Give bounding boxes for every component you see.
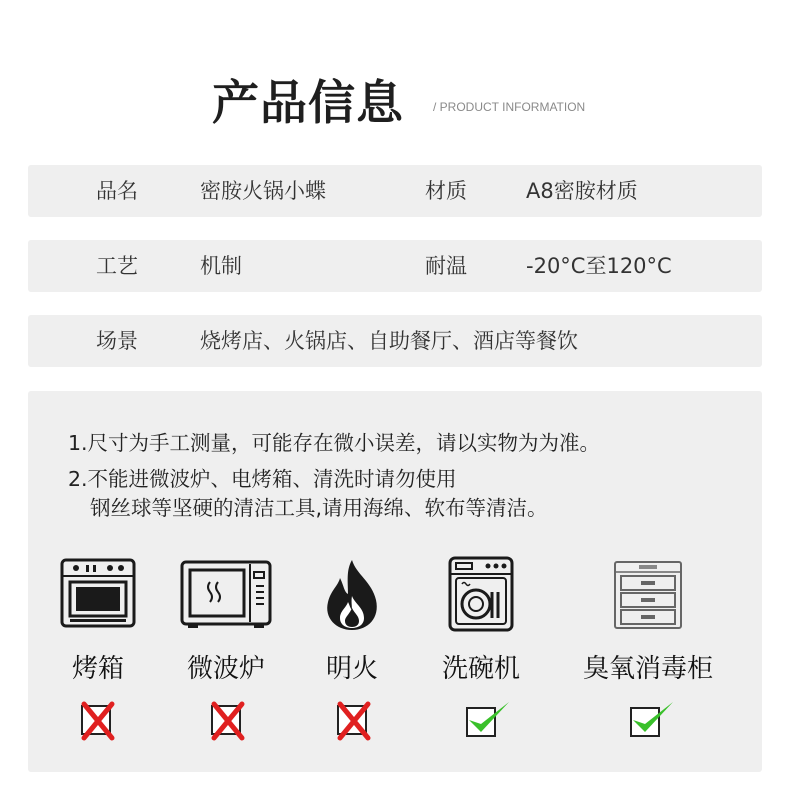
spec-value: -20°C至120°C (526, 254, 672, 278)
flame-icon (322, 556, 382, 636)
spec-label: 耐温 (425, 254, 467, 278)
spec-value: 烧烤店、火锅店、自助餐厅、酒店等餐饮 (200, 329, 578, 353)
note-line-3: 钢丝球等坚硬的清洁工具,请用海绵、软布等清洁。 (90, 496, 548, 520)
cross-icon (78, 698, 128, 742)
page-title: 产品信息 (212, 76, 404, 131)
cross-icon (208, 698, 258, 742)
spec-row (28, 240, 762, 292)
spec-label: 工艺 (96, 254, 138, 278)
usage-label-open-flame: 明火 (325, 654, 378, 684)
section-header (0, 58, 790, 131)
spec-label: 材质 (425, 179, 467, 203)
oven-icon (60, 556, 136, 636)
page-subtitle: / PRODUCT INFORMATION (433, 100, 586, 114)
spec-row (28, 165, 762, 217)
usage-label-microwave: 微波炉 (186, 654, 265, 684)
dishwasher-icon (448, 556, 514, 636)
sterilizer-cabinet-icon (613, 556, 683, 636)
spec-row (28, 315, 762, 367)
note-line-1: 1.尺寸为手工测量，可能存在微小误差，请以实物为为准。 (68, 431, 601, 455)
usage-label-sterilizer: 臭氧消毒柜 (582, 654, 713, 684)
microwave-icon (180, 556, 272, 636)
spec-label: 场景 (96, 329, 138, 353)
usage-label-dishwasher: 洗碗机 (441, 654, 520, 684)
usage-label-oven: 烤箱 (71, 654, 124, 684)
spec-label: 品名 (96, 179, 138, 203)
spec-value: 密胺火锅小蝶 (200, 179, 326, 203)
spec-value: A8密胺材质 (526, 179, 638, 203)
spec-value: 机制 (200, 254, 242, 278)
note-line-2: 2.不能进微波炉、电烤箱、清洗时请勿使用 (68, 467, 457, 491)
cross-icon (334, 698, 384, 742)
check-icon (627, 698, 677, 742)
check-icon (463, 698, 513, 742)
